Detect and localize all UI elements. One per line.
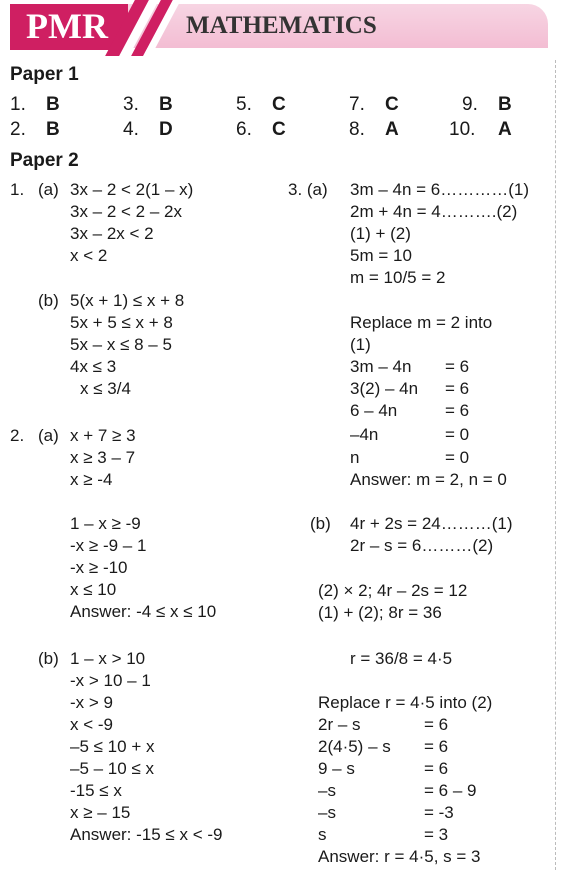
solution-line: -x ≥ -9 – 1 [70,536,147,555]
solution-line: –5 ≤ 10 + x [70,737,155,756]
p1-num: 10. [449,119,476,140]
solution-line: = 6 [424,715,449,734]
solution-line: Replace m = 2 into [350,313,493,332]
solution-line: m = 10/5 = 2 [350,268,446,287]
solution-line: x ≥ – 15 [70,803,131,822]
part-label: (b) [38,291,59,310]
question-number: 3. (a) [288,180,328,199]
solution-line: = 0 [445,425,470,444]
solution-line: 9 – s [318,759,355,778]
solution-line: 3(2) – 4n [350,379,419,398]
p1-num: 1. [10,94,26,115]
header-banner [0,0,548,54]
solution-line: 6 – 4n [350,401,398,420]
solution-line: 5m = 10 [350,246,412,265]
p1-answer: B [498,94,512,115]
header-logo: PMR [26,6,108,46]
solution-line: 3x – 2 < 2(1 – x) [70,180,194,199]
solution-line: x ≤ 10 [70,580,117,599]
answer-line: Answer: r = 4·5, s = 3 [318,847,481,866]
solution-line: 2r – s [318,715,361,734]
p1-answer: B [46,94,60,115]
solution-line: x ≥ 3 – 7 [70,448,136,467]
p1-answer: C [272,119,286,140]
solution-line: -x > 10 – 1 [70,671,151,690]
page-edge-dashed-line [555,60,556,870]
solution-line: (2) × 2; 4r – 2s = 12 [318,581,468,600]
solution-line: = 6 – 9 [424,781,477,800]
solution-line: = 6 [445,357,470,376]
question-number: 2. [10,426,25,445]
solution-line: = 6 [445,401,470,420]
solution-line: 5x – x ≤ 8 – 5 [70,335,172,354]
solution-line: n [350,448,360,467]
solution-line: 4x ≤ 3 [70,357,117,376]
solution-line: = 0 [445,448,470,467]
solution-line: 5(x + 1) ≤ x + 8 [70,291,185,310]
header-subject: MATHEMATICS [186,12,377,39]
solution-line: 4r + 2s = 24………(1) [350,514,513,533]
paper1-title: Paper 1 [10,64,79,85]
answer-line: Answer: m = 2, n = 0 [350,470,507,489]
part-label: (a) [38,426,59,445]
p1-num: 4. [123,119,139,140]
solution-line: -x ≥ -10 [70,558,128,577]
solution-line: 1 – x > 10 [70,649,146,668]
solution-line: Replace r = 4·5 into (2) [318,693,493,712]
solution-line: = 6 [424,759,449,778]
solution-line: r = 36/8 = 4·5 [350,649,453,668]
solution-line: 3m – 4n = 6…………(1) [350,180,530,199]
answer-line: Answer: -4 ≤ x ≤ 10 [70,602,217,621]
solution-line: (1) + (2); 8r = 36 [318,603,442,622]
answer-line: Answer: -15 ≤ x < -9 [70,825,223,844]
p1-num: 5. [236,94,252,115]
solution-line: (1) [350,335,371,354]
solution-line: -15 ≤ x [70,781,122,800]
p1-answer: A [385,119,399,140]
solution-line: = 6 [424,737,449,756]
solution-line: –s [318,781,336,800]
paper2-title: Paper 2 [10,150,79,171]
solution-line: –s [318,803,336,822]
solution-line: 1 – x ≥ -9 [70,514,141,533]
solution-line: x + 7 ≥ 3 [70,426,136,445]
question-number: 1. [10,180,25,199]
solution-line: x < -9 [70,715,113,734]
solution-line: –4n [350,425,379,444]
solution-line: = 6 [445,379,470,398]
p1-num: 9. [462,94,478,115]
solution-line: s [318,825,327,844]
solution-line: 3m – 4n [350,357,412,376]
p1-answer: C [272,94,286,115]
p1-answer: A [498,119,512,140]
part-label: (b) [310,514,331,533]
p1-num: 8. [349,119,365,140]
solution-line: x ≥ -4 [70,470,113,489]
solution-line: x < 2 [70,246,108,265]
solution-line: x ≤ 3/4 [80,379,131,398]
part-label: (a) [38,180,59,199]
solution-line: = 3 [424,825,449,844]
solution-line: 2m + 4n = 4……….(2) [350,202,518,221]
p1-num: 2. [10,119,26,140]
p1-answer: B [159,94,173,115]
p1-answer: B [46,119,60,140]
solution-line: -x > 9 [70,693,113,712]
solution-line: 3x – 2x < 2 [70,224,154,243]
solution-line: 2r – s = 6………(2) [350,536,494,555]
p1-num: 6. [236,119,252,140]
solution-line: (1) + (2) [350,224,411,243]
part-label: (b) [38,649,59,668]
solution-line: 3x – 2 < 2 – 2x [70,202,182,221]
p1-answer: D [159,119,173,140]
solution-line: = -3 [424,803,454,822]
p1-num: 3. [123,94,139,115]
solution-line: 2(4·5) – s [318,737,391,756]
p1-answer: C [385,94,399,115]
solution-line: –5 – 10 ≤ x [70,759,154,778]
p1-num: 7. [349,94,365,115]
solution-line: 5x + 5 ≤ x + 8 [70,313,173,332]
